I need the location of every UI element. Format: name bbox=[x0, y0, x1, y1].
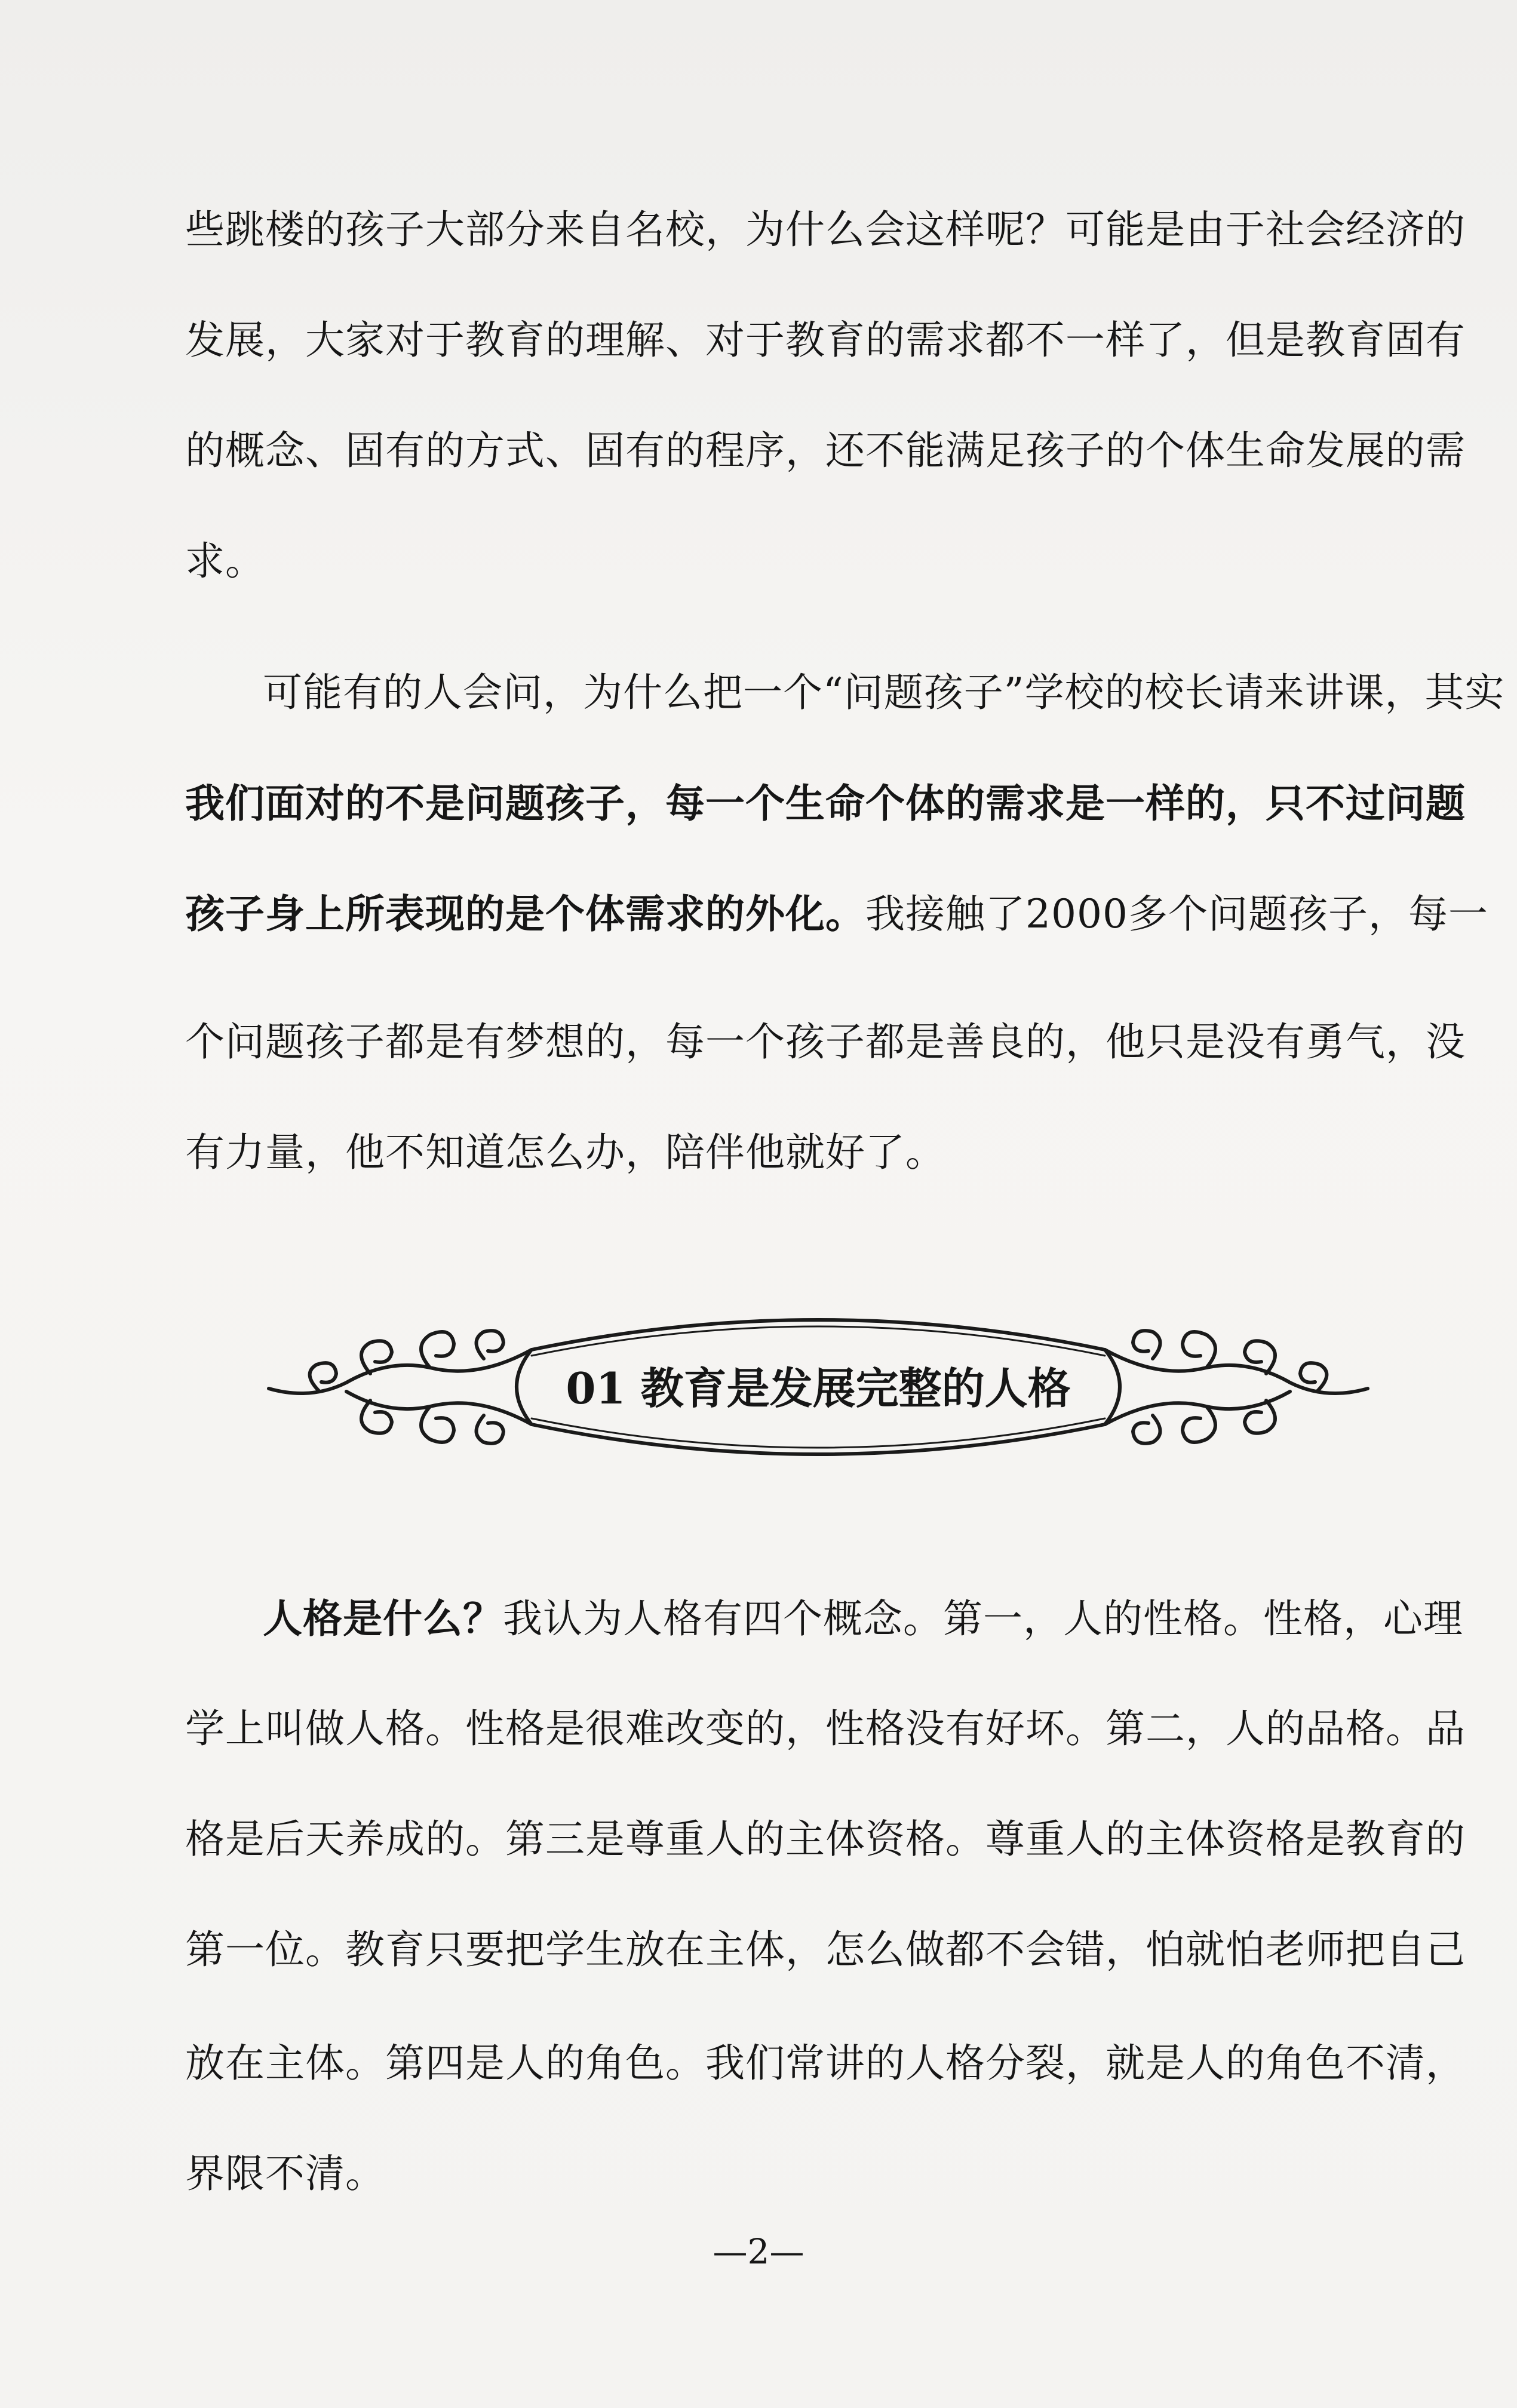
paragraph-line bbox=[263, 1592, 1517, 1645]
paragraph-line: 第一位。教育只要把学生放在主体，怎么做都不会错，怕就怕老师把自己 bbox=[185, 1927, 1466, 1973]
section-heading: 01 教育是发展完整的人格 bbox=[566, 1363, 1071, 1414]
paragraph-line: 个问题孩子都是有梦想的，每一个孩子都是善良的，他只是没有勇气，没 bbox=[185, 1019, 1466, 1065]
page-number: —2— bbox=[713, 2231, 804, 2272]
text-span: 我认为人格有四个概念。第一，人的性格。性格，心理 bbox=[503, 1596, 1463, 1642]
paragraph-line: 求。 bbox=[185, 538, 265, 584]
paragraph-line: 发展，大家对于教育的理解、对于教育的需求都不一样了，但是教育固有 bbox=[185, 317, 1466, 363]
paragraph-line: 放在主体。第四是人的角色。我们常讲的人格分裂，就是人的角色不清， bbox=[185, 2040, 1466, 2086]
paragraph-line: 些跳楼的孩子大部分来自名校，为什么会这样呢？可能是由于社会经济的 bbox=[185, 207, 1466, 253]
bold-emphasis: 我们面对的不是问题孩子，每一个生命个体的需求是一样的，只不过问题 bbox=[185, 780, 1466, 827]
paragraph-line: 学上叫做人格。性格是很难改变的，性格没有好坏。第二，人的品格。品 bbox=[185, 1706, 1466, 1752]
bold-emphasis: 孩子身上所表现的是个体需求的外化。 bbox=[185, 890, 865, 937]
paragraph-line: 的概念、固有的方式、固有的程序，还不能满足孩子的个体生命发展的需 bbox=[185, 428, 1466, 474]
bold-emphasis: 人格是什么？ bbox=[263, 1595, 503, 1642]
section-heading-ornament bbox=[251, 1278, 1386, 1499]
paragraph-line: 格是后天养成的。第三是尊重人的主体资格。尊重人的主体资格是教育的 bbox=[185, 1816, 1466, 1862]
paragraph-line: 有力量，他不知道怎么办，陪伴他就好了。 bbox=[185, 1129, 945, 1175]
paragraph-line bbox=[185, 887, 1488, 941]
paragraph-line: 可能有的人会问，为什么把一个“问题孩子”学校的校长请来讲课，其实 bbox=[263, 669, 1505, 715]
paragraph-line: 界限不清。 bbox=[185, 2151, 385, 2197]
paragraph-line bbox=[185, 776, 1466, 830]
text-span: 我接触了2000多个问题孩子，每一 bbox=[865, 891, 1488, 937]
